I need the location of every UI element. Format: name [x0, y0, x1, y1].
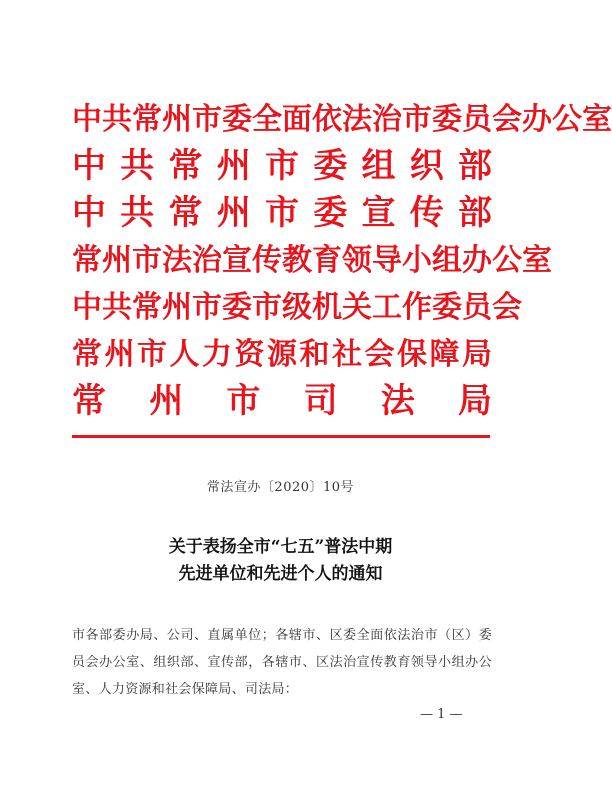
issuer-char: 会 — [364, 337, 395, 372]
issuer-char: 州 — [216, 193, 251, 233]
issuer-char: 市 — [265, 146, 299, 186]
issuer-char: 公 — [492, 243, 522, 278]
issuer-char: 会 — [492, 102, 522, 137]
issuer-char: 常 — [132, 102, 162, 137]
issuer-char: 治 — [192, 243, 222, 278]
issuer-header — [72, 96, 612, 425]
issuer-char: 市 — [132, 243, 162, 278]
issuer-char: 社 — [332, 337, 362, 372]
issuer-char: 领 — [342, 243, 372, 278]
issuer-char: 共 — [120, 193, 155, 233]
issuer-char: 委 — [432, 290, 462, 325]
recipients-paragraph: 市各部委办局、公司、直属单位；各辖市、区委全面依法治市（区）委员会办公室、组织部、宣传部，各辖市、区法治宣传教育领导小组办公室、人力资源和社会保障局、司法局： — [72, 628, 492, 697]
issuer-char: 员 — [462, 102, 492, 137]
issuer-char: 障 — [429, 337, 460, 372]
issuer-char: 育 — [312, 243, 342, 278]
issuer-char: 办 — [522, 102, 552, 137]
issuer-line — [72, 378, 492, 425]
issuer-char: 和 — [299, 337, 330, 372]
issuer-char: 市 — [265, 193, 299, 233]
issuer-line — [72, 331, 492, 378]
issuer-char: 局 — [457, 381, 492, 421]
issuer-char: 市 — [192, 102, 222, 137]
issuer-char: 源 — [267, 337, 297, 372]
document-title — [0, 534, 561, 588]
issuer-char: 部 — [458, 193, 492, 233]
issuer-char: 委 — [432, 102, 462, 137]
issuer-char: 常 — [168, 193, 203, 233]
issuer-char: 部 — [458, 146, 492, 186]
page-number: — 1 — — [420, 707, 463, 722]
issuer-char: 组 — [361, 146, 396, 186]
issuer-char: 机 — [312, 290, 342, 325]
issuer-char: 作 — [402, 290, 432, 325]
issuer-char: 中 — [72, 193, 106, 233]
issuer-char: 会 — [492, 290, 522, 325]
issuer-line — [72, 284, 522, 331]
issuer-line — [72, 190, 492, 237]
issuer-char: 法 — [380, 381, 415, 421]
issuer-char: 共 — [120, 146, 155, 186]
issuer-char: 保 — [397, 337, 427, 372]
issuer-line — [72, 143, 492, 190]
issuer-char: 市 — [402, 102, 432, 137]
issuer-char: 级 — [282, 290, 312, 325]
issuer-char: 中 — [72, 146, 106, 186]
issuer-char: 力 — [202, 337, 232, 372]
issuer-char: 常 — [132, 290, 162, 325]
issuer-line — [72, 96, 612, 143]
issuer-char: 州 — [149, 381, 184, 421]
issuer-char: 常 — [72, 381, 106, 421]
issuer-char: 传 — [409, 193, 444, 233]
issuer-char: 市 — [137, 337, 167, 372]
issuer-char: 州 — [216, 146, 251, 186]
title-line-1: 关于表扬全市“七五”普法中期 — [168, 537, 393, 557]
issuer-char: 州 — [162, 102, 192, 137]
issuer-char: 导 — [372, 243, 402, 278]
issuer-char: 市 — [226, 381, 261, 421]
issuer-char: 州 — [102, 243, 132, 278]
document-number: 常法宣办〔2020〕10号 — [206, 480, 355, 495]
issuer-char: 面 — [282, 102, 312, 137]
issuer-char: 资 — [234, 337, 265, 372]
issuer-char: 室 — [582, 102, 612, 137]
issuer-char: 小 — [402, 243, 432, 278]
issuer-char: 司 — [303, 381, 338, 421]
issuer-char: 市 — [192, 290, 222, 325]
issuer-char: 宣 — [361, 193, 396, 233]
issuer-char: 办 — [462, 243, 492, 278]
issuer-char: 依 — [312, 102, 342, 137]
issuer-char: 室 — [522, 243, 552, 278]
issuer-char: 中 — [72, 290, 102, 325]
issuer-char: 教 — [282, 243, 312, 278]
title-line-2: 先进单位和先进个人的通知 — [178, 564, 383, 584]
issuer-char: 州 — [162, 290, 192, 325]
issuer-char: 工 — [372, 290, 402, 325]
issuer-char: 传 — [252, 243, 282, 278]
issuer-char: 人 — [169, 337, 200, 372]
issuer-char: 法 — [342, 102, 372, 137]
issuer-char: 常 — [72, 337, 102, 372]
issuer-line — [72, 237, 552, 284]
issuer-char: 治 — [372, 102, 402, 137]
red-divider — [72, 435, 490, 438]
issuer-char: 州 — [104, 337, 135, 372]
issuer-char: 法 — [162, 243, 192, 278]
issuer-char: 市 — [252, 290, 282, 325]
issuer-char: 织 — [409, 146, 444, 186]
issuer-char: 常 — [72, 243, 102, 278]
issuer-char: 关 — [342, 290, 372, 325]
issuer-char: 局 — [462, 337, 492, 372]
issuer-char: 中 — [72, 102, 102, 137]
issuer-char: 公 — [552, 102, 582, 137]
issuer-char: 委 — [222, 290, 252, 325]
issuer-char: 委 — [222, 102, 252, 137]
issuer-char: 委 — [313, 193, 348, 233]
issuer-char: 组 — [432, 243, 462, 278]
issuer-char: 常 — [168, 146, 203, 186]
issuer-char: 宣 — [222, 243, 252, 278]
issuer-char: 全 — [252, 102, 282, 137]
issuer-char: 委 — [313, 146, 348, 186]
issuer-char: 共 — [102, 102, 132, 137]
issuer-char: 员 — [462, 290, 492, 325]
issuer-char: 共 — [102, 290, 132, 325]
